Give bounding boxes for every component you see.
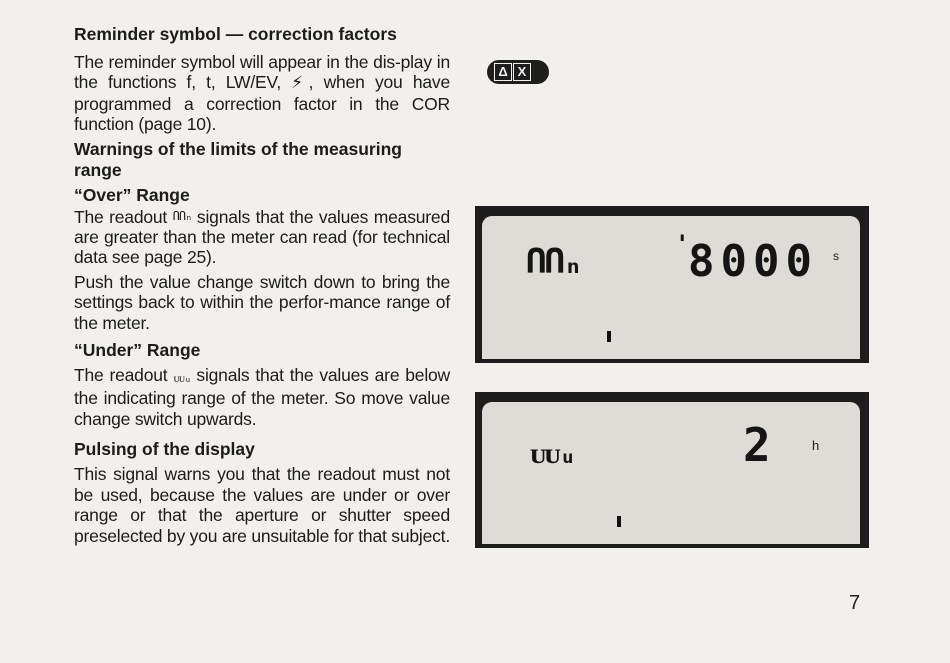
page-number: 7: [849, 592, 861, 614]
lcd-indicator-tick: [617, 516, 621, 527]
lcd-display-over-range: [475, 206, 869, 363]
heading-measuring-limits: Warnings of the limits of the measuring range: [74, 138, 402, 180]
lcd-screen: [482, 216, 860, 359]
paragraph-reminder-symbol: The reminder symbol will appear in the dis-play in the functions f, t, LW/EV, ⚡︎, when you have programmed a correction factor in the COR function (page 10).: [74, 52, 450, 135]
lcd-over-symbol: ՈՈₙ: [526, 242, 582, 282]
over-range-symbol: ՈՈₙ: [172, 208, 192, 223]
lcd-unit-seconds: s: [833, 249, 839, 263]
x-icon: X: [513, 63, 531, 81]
heading-pulsing-display: Pulsing of the display: [74, 439, 255, 460]
under-range-symbol: ᴜᴜᵤ: [173, 371, 191, 386]
lcd-display-under-range: [475, 392, 869, 548]
heading-over-range: “Over” Range: [74, 184, 190, 205]
lcd-readout-8000: 8000: [688, 236, 818, 287]
lcd-under-symbol: ᴜᴜᵤ: [530, 436, 575, 471]
lcd-screen: [482, 402, 860, 544]
paragraph-pulsing-display: This signal warns you that the readout must not be used, because the values are under or over range or that the aperture or shutter speed preselected by you are unsuitable for that subject.: [74, 464, 451, 546]
paragraph-push-switch: Push the value change switch down to bring the settings back to within the perfor-mance range of the meter.: [74, 271, 450, 333]
paragraph-over-range: The readout ՈՈₙ signals that the values measured are greater than the meter can read (for technical data see page 25).: [74, 206, 450, 268]
lcd-prefix-mark: ': [675, 230, 690, 258]
paragraph-under-range: The readout ᴜᴜᵤ signals that the values are below the indicating range of the meter. So move value change switch upwards.: [74, 365, 450, 429]
heading-under-range: “Under” Range: [74, 340, 201, 361]
correction-badge-icon: [487, 60, 549, 84]
flash-icon: ⚡︎: [291, 73, 309, 93]
lcd-unit-hours: h: [812, 438, 820, 453]
lcd-readout-2: 2: [743, 418, 771, 472]
delta-icon: Δ: [494, 63, 512, 81]
lcd-indicator-tick: [607, 331, 611, 342]
heading-reminder-symbol: Reminder symbol — correction factors: [74, 24, 397, 44]
text-column: [74, 24, 450, 546]
